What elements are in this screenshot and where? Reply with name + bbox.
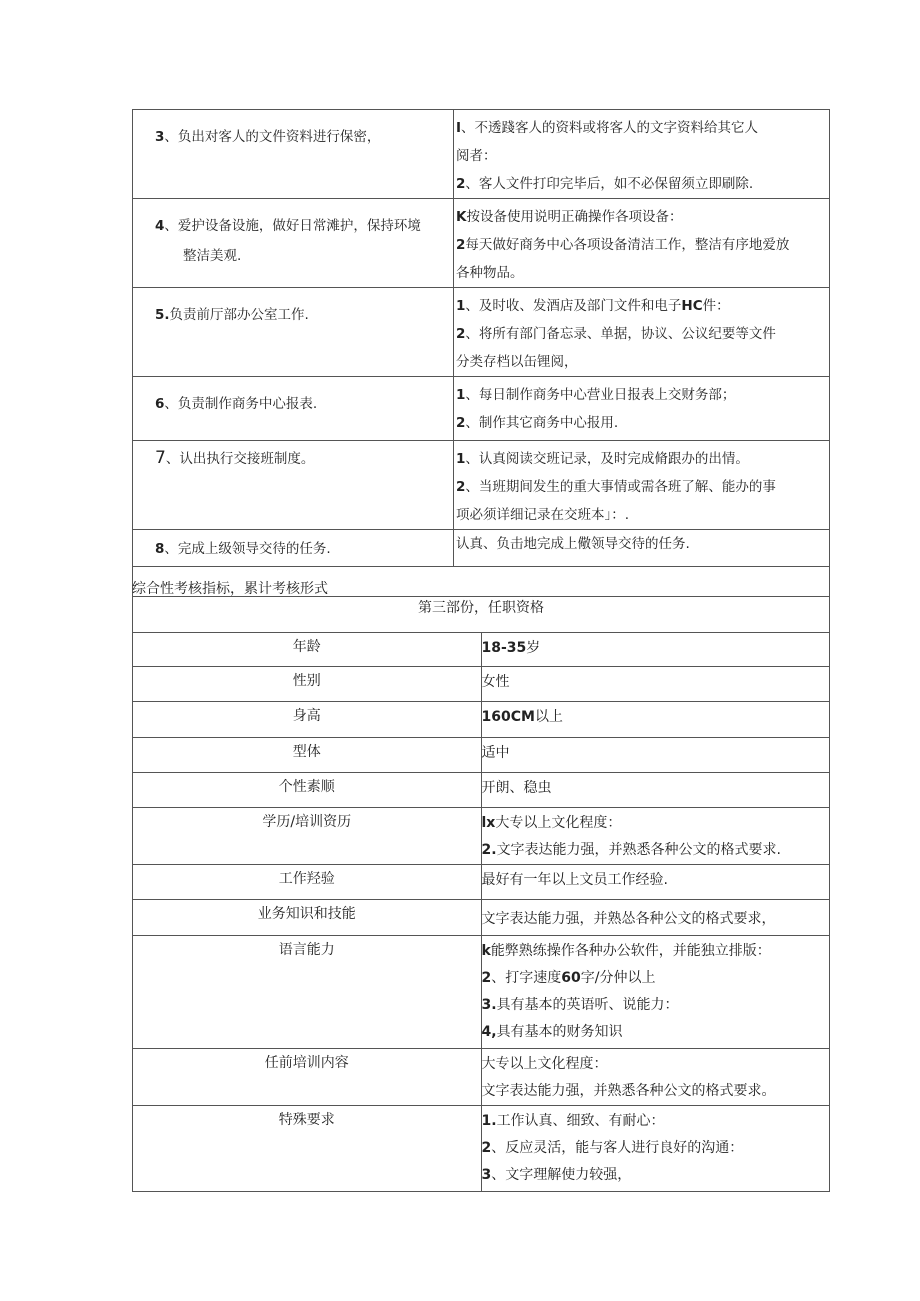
detail-prefix: 2 (456, 237, 466, 253)
section-title-row (133, 597, 830, 633)
qualification-label: 特殊要求 (133, 1106, 482, 1192)
qualification-value (481, 1106, 830, 1192)
duty-number: 3 (155, 129, 165, 145)
value-prefix: 2. (481, 842, 497, 858)
value-prefix: lx (481, 815, 496, 831)
detail-text: 每天做好商务中心各项设备清洁工作，整洁有序地爱放 (465, 237, 790, 253)
value-text: 具有基本的财务知识 (496, 1024, 623, 1040)
qualification-row (133, 808, 830, 865)
duty-row (133, 199, 830, 288)
value-number: 60 (561, 970, 581, 986)
qualification-label: 性别 (133, 667, 482, 702)
qualification-label: 语言能力 (133, 936, 482, 1049)
detail-prefix: 2 (456, 326, 466, 342)
value-text: 、反应灵活，能与客人进行良好的沟通： (491, 1140, 744, 1156)
detail-prefix: 1 (456, 387, 466, 403)
qualifications-table (132, 596, 830, 1192)
duty-text: 负出对客人的文件资料进行保密， (177, 129, 381, 145)
detail-text: 阅者： (456, 148, 497, 164)
duty-number: 4 (155, 218, 165, 234)
duty-details-cell (454, 377, 830, 441)
value-prefix: 160CM (481, 709, 535, 725)
duty-details-cell (454, 199, 830, 288)
duty-separator: 、 (164, 129, 178, 145)
qualification-value (481, 900, 830, 936)
duty-number: 6 (155, 396, 165, 412)
duty-separator: 、 (164, 541, 178, 557)
value-prefix: 4, (481, 1024, 497, 1040)
value-prefix: 2 (481, 970, 492, 986)
qualification-value (481, 808, 830, 865)
qualification-row (133, 1049, 830, 1106)
summary-text: 综合性考核指标，累计考核形式 (132, 581, 328, 597)
qualification-value (481, 773, 830, 808)
duty-cell (133, 110, 454, 199)
value-prefix: 3 (481, 1167, 492, 1183)
value-text: 女性 (481, 674, 510, 690)
qualification-row (133, 936, 830, 1049)
detail-line (456, 292, 825, 320)
detail-line (456, 445, 825, 473)
detail-prefix: I (456, 120, 462, 136)
duty-cell (133, 288, 454, 377)
value-tail: 字/分仲以上 (580, 970, 656, 986)
detail-line (456, 320, 825, 348)
duty-text: 负责制作商务中心报表. (177, 396, 318, 412)
duty-text: 负责前厅部办公室工作. (169, 307, 309, 323)
section-title: 第三部份，任职资格 (133, 597, 830, 633)
detail-line (456, 348, 825, 376)
detail-text: 、客人文件打印完毕后，如不必保留须立即刷除. (465, 176, 754, 192)
detail-text: 分类存档以缶锂阅， (456, 354, 578, 370)
duty-row (133, 441, 830, 530)
value-text: 大专以上文化程度： (495, 815, 622, 831)
detail-bold-text: HC (681, 298, 703, 314)
value-text: 、打字速度 (491, 970, 562, 986)
detail-line (456, 409, 825, 437)
detail-line (456, 231, 825, 259)
detail-prefix: 1 (456, 451, 466, 467)
duty-details-cell (454, 288, 830, 377)
qualification-label: 型体 (133, 738, 482, 773)
qualification-value (481, 738, 830, 773)
detail-text: 、每日制作商务中心营业日报表上交财务部； (465, 387, 736, 403)
qualification-row (133, 738, 830, 773)
value-text: 适中 (481, 745, 510, 761)
duty-cell (133, 199, 454, 288)
detail-line (456, 259, 825, 287)
duty-cell (133, 441, 454, 530)
qualification-value (481, 865, 830, 900)
duty-details-cell (454, 110, 830, 199)
duty-number: 5. (155, 307, 170, 323)
duties-table (132, 109, 830, 567)
duty-number: 8 (155, 541, 165, 557)
duty-separator: 、 (164, 396, 178, 412)
qualification-row (133, 633, 830, 667)
detail-text: 项必须详细记录在交班本」：. (456, 507, 630, 523)
qualification-row (133, 667, 830, 702)
duty-separator: 、 (165, 451, 180, 467)
detail-prefix: 2 (456, 479, 466, 495)
detail-text: 、及时收、发酒店及部门文件和电子 (465, 298, 682, 314)
value-text: 工作认真、细致、有耐心： (496, 1113, 665, 1129)
qualification-value (481, 1049, 830, 1106)
detail-prefix: 1 (456, 298, 466, 314)
value-text: 文字表达能力强，并熟怂各种公文的格式要求， (481, 911, 776, 927)
detail-text: 认真、负击地完成上儆领导交待的任务. (456, 536, 690, 552)
value-text: 能弊熟练操作各种办公软件，并能独立排版： (490, 943, 771, 959)
detail-text: 、将所有部门备忘录、单据，协议、公议纪要等文件 (465, 326, 776, 342)
value-prefix: k (481, 943, 491, 959)
qualification-label: 身高 (133, 702, 482, 738)
detail-line (456, 501, 825, 529)
detail-text: 、不透踐客人的资料或将客人的文字资料给其它人 (461, 120, 759, 136)
detail-line (456, 203, 825, 231)
detail-text: 各种物品。 (456, 265, 524, 281)
value-text: 最好有一年以上文员工作经验. (481, 872, 668, 888)
qualification-label: 学历/培训资历 (133, 808, 482, 865)
duty-row (133, 377, 830, 441)
detail-prefix: 2 (456, 176, 466, 192)
value-prefix: 1. (481, 1113, 497, 1129)
qualification-label: 任前培训内容 (133, 1049, 482, 1106)
duty-text: 认出执行交接班制度。 (179, 451, 315, 467)
duty-text: 爱护设备设施，做好日常滩护，保持环境 (177, 218, 421, 234)
detail-line (456, 170, 825, 198)
qualification-label: 个性素顺 (133, 773, 482, 808)
detail-line (456, 381, 825, 409)
qualification-row (133, 702, 830, 738)
duty-row (133, 288, 830, 377)
value-text: 大专以上文化程度： (481, 1056, 608, 1072)
duty-row (133, 110, 830, 199)
qualification-row (133, 865, 830, 900)
detail-text: 按设备使用说明正确操作各项设备： (466, 209, 683, 225)
value-prefix: 3. (481, 997, 497, 1013)
value-text: 文字表达能力强，并熟悉各种公文的格式要求. (496, 842, 782, 858)
detail-text: 、当班期间发生的重大事情或需各班了解、能办的事 (465, 479, 776, 495)
detail-prefix: 2 (456, 415, 466, 431)
detail-tail: 件： (702, 298, 730, 314)
qualification-value (481, 633, 830, 667)
value-text: 、文字理解使力较强， (491, 1167, 632, 1183)
value-prefix: 18-35 (481, 640, 527, 656)
value-text: 开朗、稳虫 (481, 780, 552, 796)
qualification-label: 工作羟验 (133, 865, 482, 900)
duty-separator: 、 (164, 218, 178, 234)
qualification-row (133, 900, 830, 936)
detail-prefix: K (456, 209, 467, 225)
qualification-row (133, 1106, 830, 1192)
value-text: 岁 (526, 640, 541, 656)
qualification-label: 年龄 (133, 633, 482, 667)
qualification-value (481, 702, 830, 738)
qualification-label: 业务知识和技能 (133, 900, 482, 936)
value-text: 以上 (534, 709, 563, 725)
detail-text: 、制作其它商务中心报用. (465, 415, 619, 431)
qualification-value (481, 936, 830, 1049)
duty-text-continued: 整洁美观. (183, 248, 242, 264)
qualification-value (481, 667, 830, 702)
value-text: 文字表达能力强，并熟悉各种公文的格式要求。 (481, 1083, 776, 1099)
duty-text: 完成上级领导交待的任务. (177, 541, 331, 557)
duty-number: 7 (155, 448, 166, 468)
value-text: 具有基本的英语听、说能力： (496, 997, 679, 1013)
qualification-row (133, 773, 830, 808)
value-prefix: 2 (481, 1140, 492, 1156)
detail-line (456, 114, 825, 142)
duty-details-cell (454, 441, 830, 530)
detail-line (456, 142, 825, 170)
detail-text: 、认真阅读交班记录，及时完成脩跟办的出情。 (465, 451, 749, 467)
detail-line (456, 473, 825, 501)
duty-cell (133, 377, 454, 441)
